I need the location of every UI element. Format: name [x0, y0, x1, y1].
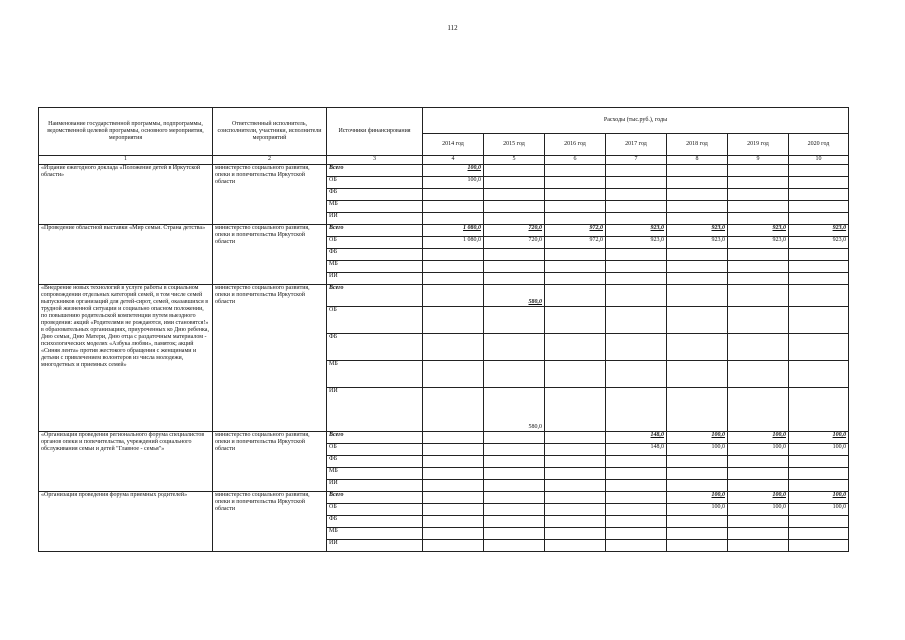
expense-value — [484, 273, 545, 285]
expense-value — [728, 285, 789, 307]
expense-value — [789, 456, 849, 468]
expense-value — [423, 528, 484, 540]
expense-value — [606, 456, 667, 468]
expense-value: 1 080,0 — [423, 237, 484, 249]
column-number: 7 — [606, 156, 667, 165]
expense-value — [789, 307, 849, 334]
expense-value — [545, 516, 606, 528]
column-number: 9 — [728, 156, 789, 165]
expense-value — [789, 516, 849, 528]
funding-source: ФБ — [327, 516, 423, 528]
expense-value: 100,0 — [423, 177, 484, 189]
expense-value — [667, 540, 728, 552]
expense-value — [728, 388, 789, 432]
expense-value: 148,0 — [606, 432, 667, 444]
funding-source: ОБ — [327, 237, 423, 249]
expense-value — [423, 540, 484, 552]
expense-value — [484, 516, 545, 528]
expense-value: 972,0 — [545, 225, 606, 237]
expense-value — [728, 456, 789, 468]
expense-value — [606, 504, 667, 516]
expense-value — [484, 334, 545, 361]
expense-value — [484, 456, 545, 468]
expense-value: 580,0 — [484, 285, 545, 307]
expense-value — [545, 444, 606, 456]
funding-source: МБ — [327, 361, 423, 388]
page-number: 112 — [447, 24, 458, 32]
expense-value — [484, 261, 545, 273]
expense-value — [423, 334, 484, 361]
funding-source: ОБ — [327, 444, 423, 456]
expense-value — [606, 307, 667, 334]
activity-name: «Проведение областной выставки «Мир семьи. Страна детства» — [39, 225, 213, 285]
expense-value — [606, 189, 667, 201]
table-row — [39, 285, 849, 307]
expense-value — [789, 261, 849, 273]
expense-value — [545, 189, 606, 201]
expense-value — [728, 334, 789, 361]
expense-value — [606, 480, 667, 492]
expense-value — [667, 334, 728, 361]
expense-value — [423, 213, 484, 225]
expense-value — [728, 273, 789, 285]
expense-value — [484, 307, 545, 334]
expense-value — [484, 444, 545, 456]
expense-value — [423, 388, 484, 432]
expense-value: 100,0 — [667, 504, 728, 516]
expense-value — [545, 388, 606, 432]
expense-value — [789, 189, 849, 201]
expense-value — [789, 213, 849, 225]
expense-value — [606, 468, 667, 480]
expense-value: 720,0 — [484, 225, 545, 237]
expense-value: 100,0 — [667, 444, 728, 456]
expense-value — [423, 285, 484, 307]
funding-source: МБ — [327, 528, 423, 540]
expense-value — [789, 334, 849, 361]
funding-source: МБ — [327, 201, 423, 213]
funding-source: МБ — [327, 261, 423, 273]
expense-value: 923,0 — [728, 225, 789, 237]
activity-executor: министерство социального развития, опеки и попечительства Иркутской области — [213, 432, 327, 492]
column-number: 3 — [327, 156, 423, 165]
expense-value — [728, 177, 789, 189]
expense-value — [606, 261, 667, 273]
funding-source: ИИ — [327, 388, 423, 432]
expense-value: 100,0 — [667, 432, 728, 444]
expense-value — [423, 201, 484, 213]
budget-table — [38, 107, 849, 552]
expense-value — [667, 528, 728, 540]
funding-source: Всего — [327, 225, 423, 237]
expense-value: 972,0 — [545, 237, 606, 249]
header-executor: Ответственный исполнитель, соисполнители, участники, исполнители мероприятий — [213, 108, 327, 156]
expense-value — [423, 249, 484, 261]
expense-value — [667, 165, 728, 177]
expense-value — [606, 213, 667, 225]
expense-value — [484, 189, 545, 201]
table-row — [39, 165, 849, 177]
funding-source: Всего — [327, 432, 423, 444]
expense-value — [667, 261, 728, 273]
header-year: 2018 год — [667, 134, 728, 156]
expense-value — [545, 468, 606, 480]
expense-value: 100,0 — [728, 432, 789, 444]
expense-value — [423, 456, 484, 468]
expense-value: 100,0 — [728, 504, 789, 516]
funding-source: ОБ — [327, 307, 423, 334]
funding-source: ОБ — [327, 504, 423, 516]
expense-value — [667, 249, 728, 261]
expense-value: 100,0 — [423, 165, 484, 177]
expense-value: 100,0 — [789, 444, 849, 456]
header-source: Источники финансирования — [327, 108, 423, 156]
expense-value — [423, 468, 484, 480]
expense-value — [484, 540, 545, 552]
expense-value — [423, 307, 484, 334]
header-year: 2019 год — [728, 134, 789, 156]
expense-value — [728, 189, 789, 201]
table-row — [39, 432, 849, 444]
expense-value: 100,0 — [789, 432, 849, 444]
funding-source: ФБ — [327, 456, 423, 468]
expense-value: 923,0 — [728, 237, 789, 249]
column-number: 5 — [484, 156, 545, 165]
expense-value — [789, 480, 849, 492]
expense-value — [606, 528, 667, 540]
funding-source: ИИ — [327, 540, 423, 552]
expense-value: 1 080,0 — [423, 225, 484, 237]
column-numbers-row — [39, 156, 849, 165]
expense-value — [484, 201, 545, 213]
expense-value — [545, 528, 606, 540]
expense-value — [484, 177, 545, 189]
funding-source: ИИ — [327, 213, 423, 225]
expense-value: 580,0 — [484, 388, 545, 432]
expense-value — [545, 165, 606, 177]
table-row — [39, 225, 849, 237]
expense-value — [667, 516, 728, 528]
expense-value: 923,0 — [789, 237, 849, 249]
header-year: 2014 год — [423, 134, 484, 156]
expense-value — [484, 492, 545, 504]
expense-value — [484, 432, 545, 444]
expense-value — [789, 273, 849, 285]
expense-value — [667, 177, 728, 189]
expense-value — [484, 528, 545, 540]
expense-value — [789, 528, 849, 540]
expense-value — [728, 540, 789, 552]
funding-source: Всего — [327, 165, 423, 177]
column-number: 1 — [39, 156, 213, 165]
expense-value — [728, 516, 789, 528]
activity-name: «Издание ежегодного доклада «Положение детей в Иркутской области» — [39, 165, 213, 225]
funding-source: ФБ — [327, 249, 423, 261]
column-number: 6 — [545, 156, 606, 165]
expense-value — [667, 285, 728, 307]
expense-value — [423, 273, 484, 285]
expense-value — [667, 213, 728, 225]
funding-source: Всего — [327, 285, 423, 307]
expense-value — [545, 213, 606, 225]
table-body — [39, 165, 849, 552]
expense-value — [423, 432, 484, 444]
header-year: 2020 год — [789, 134, 849, 156]
expense-value: 923,0 — [606, 225, 667, 237]
expense-value — [606, 201, 667, 213]
expense-value: 100,0 — [667, 492, 728, 504]
expense-value — [545, 249, 606, 261]
expense-value — [667, 189, 728, 201]
expense-value — [789, 468, 849, 480]
expense-value: 100,0 — [728, 492, 789, 504]
expense-value — [484, 480, 545, 492]
expense-value — [545, 285, 606, 307]
expense-value — [545, 177, 606, 189]
expense-value — [667, 456, 728, 468]
column-number: 8 — [667, 156, 728, 165]
expense-value — [728, 480, 789, 492]
expense-value — [606, 249, 667, 261]
expense-value — [667, 468, 728, 480]
expense-value: 923,0 — [606, 237, 667, 249]
expense-value — [789, 540, 849, 552]
expense-value — [667, 307, 728, 334]
expense-value — [667, 201, 728, 213]
expense-value — [423, 516, 484, 528]
expense-value — [484, 504, 545, 516]
expense-value — [789, 388, 849, 432]
expense-value: 720,0 — [484, 237, 545, 249]
expense-value — [728, 165, 789, 177]
expense-value — [728, 213, 789, 225]
expense-value — [545, 540, 606, 552]
activity-name: «Организация проведения регионального форума специалистов органов опеки и попечительства, учреждений социального обслуживания семьи и детей "Главное - семья"» — [39, 432, 213, 492]
expense-value: 100,0 — [728, 444, 789, 456]
funding-source: ИИ — [327, 273, 423, 285]
funding-source: ИИ — [327, 480, 423, 492]
activity-executor: министерство социального развития, опеки и попечительства Иркутской области — [213, 285, 327, 432]
expense-value: 923,0 — [667, 225, 728, 237]
expense-value — [423, 361, 484, 388]
expense-value — [728, 528, 789, 540]
expense-value — [545, 432, 606, 444]
funding-source: ОБ — [327, 177, 423, 189]
expense-value — [789, 201, 849, 213]
expense-value — [606, 177, 667, 189]
expense-value — [606, 388, 667, 432]
expense-value: 923,0 — [667, 237, 728, 249]
expense-value — [667, 480, 728, 492]
expense-value — [545, 334, 606, 361]
expense-value — [484, 468, 545, 480]
expense-value — [728, 249, 789, 261]
expense-value — [728, 201, 789, 213]
expense-value — [545, 361, 606, 388]
expense-value — [789, 165, 849, 177]
expense-value — [728, 361, 789, 388]
activity-executor: министерство социального развития, опеки и попечительства Иркутской области — [213, 492, 327, 552]
expense-value — [423, 480, 484, 492]
expense-value — [484, 165, 545, 177]
expense-value — [545, 201, 606, 213]
expense-value — [423, 189, 484, 201]
expense-value — [545, 456, 606, 468]
expense-value — [667, 273, 728, 285]
header-expenses: Расходы (тыс.руб.), годы — [423, 108, 849, 134]
expense-value — [545, 480, 606, 492]
expense-value — [728, 468, 789, 480]
funding-source: МБ — [327, 468, 423, 480]
header-program-name: Наименование государственной программы, подпрограммы, ведомственной целевой программы, основного мероприятия, мероприятия — [39, 108, 213, 156]
expense-value — [545, 261, 606, 273]
column-number: 4 — [423, 156, 484, 165]
expense-value — [545, 492, 606, 504]
header-year: 2015 год — [484, 134, 545, 156]
expense-value — [606, 361, 667, 388]
activity-executor: министерство социального развития, опеки и попечительства Иркутской области — [213, 225, 327, 285]
activity-name: «Организация проведения форума приемных родителей» — [39, 492, 213, 552]
expense-value — [667, 388, 728, 432]
expense-value — [545, 273, 606, 285]
expense-value — [606, 273, 667, 285]
header-year: 2017 год — [606, 134, 667, 156]
expense-value — [423, 261, 484, 273]
expense-value: 923,0 — [789, 225, 849, 237]
expense-value — [789, 177, 849, 189]
expense-value — [484, 249, 545, 261]
expense-value — [667, 361, 728, 388]
table-row — [39, 492, 849, 504]
expense-value — [606, 285, 667, 307]
expense-value — [423, 444, 484, 456]
expense-value — [606, 516, 667, 528]
expense-value — [484, 361, 545, 388]
column-number: 2 — [213, 156, 327, 165]
expense-value — [423, 504, 484, 516]
expense-value — [789, 285, 849, 307]
expense-value — [606, 492, 667, 504]
expense-value — [484, 213, 545, 225]
activity-name: «Внедрение новых технологий в услуге работы в социальном сопровождении отдельных категорий семей, в том числе семей выпускников организаций для детей-сирот, семей, оказавшихся в трудной жизненной ситуации и социально опасном положении, по повышению родительской компетенции путем выездного проведения: акций «Родителями не рождаются, ими становятся!» в образовательных организациях, приуроченных ко Дню ребенка, Дню семьи, Дню Матери, Дню отца с раздаточным материалом - психологических моделях «Азбука любви», памяток; акций «Синяя лента» против жестокого обращения с женщинами и детьми с привлечением волонтеров из числа молодежи, многодетных и приемных семей» — [39, 285, 213, 432]
expense-value — [789, 361, 849, 388]
funding-source: Всего — [327, 492, 423, 504]
funding-source: ФБ — [327, 334, 423, 361]
header-year: 2016 год — [545, 134, 606, 156]
expense-value — [606, 165, 667, 177]
expense-value — [728, 261, 789, 273]
expense-value — [728, 307, 789, 334]
expense-value — [789, 249, 849, 261]
expense-value — [545, 504, 606, 516]
expense-value — [545, 307, 606, 334]
expense-value: 100,0 — [789, 492, 849, 504]
expense-value — [423, 492, 484, 504]
expense-value — [606, 540, 667, 552]
column-number: 10 — [789, 156, 849, 165]
funding-source: ФБ — [327, 189, 423, 201]
activity-executor: министерство социального развития, опеки и попечительства Иркутской области — [213, 165, 327, 225]
expense-value: 148,0 — [606, 444, 667, 456]
expense-value: 100,0 — [789, 504, 849, 516]
expense-value — [606, 334, 667, 361]
